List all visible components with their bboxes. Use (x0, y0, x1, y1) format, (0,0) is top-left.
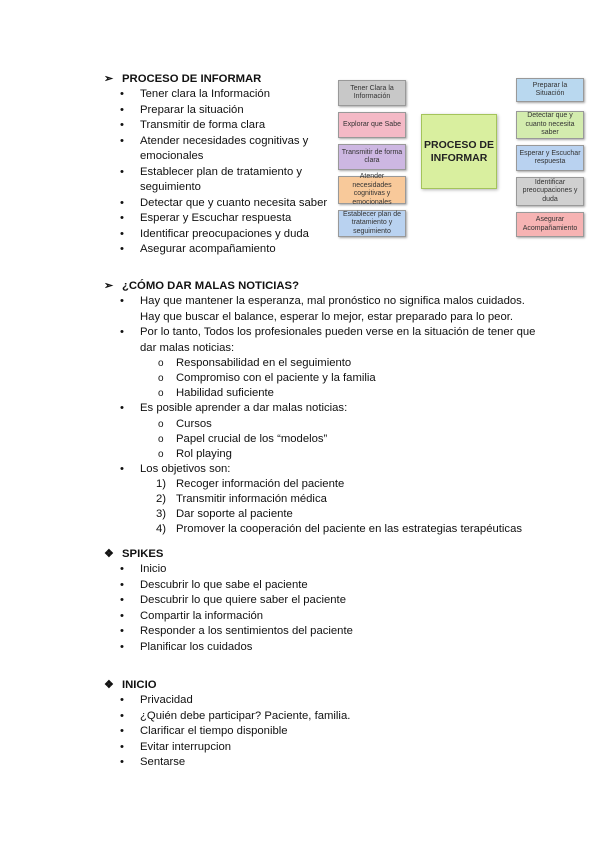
bullet-icon: • (120, 88, 124, 100)
list-item: • Compartir la información (104, 609, 504, 625)
diagram-box-right-5: Asegurar Acompañamiento (516, 212, 584, 237)
list-item: • Esperar y Escuchar respuesta (104, 211, 334, 227)
arrow-bullet-icon: ➢ (104, 280, 114, 292)
list-item: • Responder a los sentimientos del paciente (104, 624, 504, 640)
bullet-icon: • (120, 594, 124, 606)
sub-list-item: o Responsabilidad en el seguimiento (158, 357, 352, 369)
diagram-box-left-2: Explorar que Sabe (338, 112, 406, 138)
list-item: • Clarificar el tiempo disponible (104, 724, 504, 740)
numbered-item: 3) Dar soporte al paciente (156, 508, 293, 520)
diagram-box-left-4: Atender necesidades cognitivas y emocionales (338, 176, 406, 204)
bullet-icon: • (120, 709, 124, 722)
diamond-bullet-icon: ❖ (104, 548, 114, 560)
sub-list-item: o Habilidad suficiente (158, 387, 274, 399)
bullet-icon: • (120, 640, 124, 653)
list-item: • Preparar la situación (104, 103, 334, 119)
bullet-icon: • (120, 756, 124, 768)
section-heading (104, 278, 574, 294)
diagram-box-left-3: Transmitir de forma clara (338, 144, 406, 170)
list-item-continuation: Hay que buscar el balance, esperar lo mejor, estar preparado para lo peor. (140, 310, 514, 323)
list-item-continuation: emocionales (140, 150, 204, 162)
bullet-icon: • (120, 134, 124, 147)
list-item-continuation: seguimiento (140, 181, 201, 193)
bullet-icon: • (120, 165, 124, 178)
bullet-icon: • (120, 694, 124, 706)
numbered-item: 4) Promover la cooperación del paciente en las estrategias terapéuticas (156, 523, 523, 535)
list-item: • Identificar preocupaciones y duda (104, 227, 334, 243)
list-item: • Establecer plan de tratamiento y (104, 165, 334, 181)
diagram-box-right-4: Identificar preocupaciones y duda (516, 177, 584, 206)
bullet-icon: • (120, 725, 124, 737)
list-item: • Es posible aprender a dar malas noticias: (104, 401, 574, 417)
sub-list-item: o Compromiso con el paciente y la familia (158, 372, 376, 384)
list-item: • Los objetivos son: (104, 462, 574, 478)
section-proceso-informar (104, 71, 334, 258)
section-heading (104, 677, 504, 693)
bullet-icon: • (120, 103, 124, 116)
section-heading (104, 71, 334, 87)
circle-bullet-icon: o (158, 418, 164, 430)
section-malas-noticias (104, 278, 574, 537)
section-inicio (104, 677, 504, 771)
list-item: • Detectar que y cuanto necesita saber (104, 196, 334, 212)
list-item: • Atender necesidades cognitivas y (104, 134, 334, 150)
section-spikes (104, 546, 504, 655)
circle-bullet-icon: o (158, 433, 164, 445)
list-item: • Planificar los cuidados (104, 640, 504, 656)
diagram-box-left-1: Tener Clara la Información (338, 80, 406, 106)
bullet-icon: • (120, 243, 124, 255)
heading-text: PROCESO DE INFORMAR (122, 73, 262, 85)
list-item: • ¿Quién debe participar? Paciente, familia. (104, 709, 504, 725)
list-item: • Por lo tanto, Todos los profesionales pueden verse en la situación de tener que (104, 325, 574, 341)
bullet-icon: • (120, 563, 124, 575)
sub-list-item: o Rol playing (158, 447, 232, 460)
list-item: • Transmitir de forma clara (104, 118, 334, 134)
circle-bullet-icon: o (158, 448, 164, 460)
bullet-icon: • (120, 119, 124, 131)
bullet-icon: • (120, 227, 124, 240)
bullet-icon: • (120, 740, 124, 753)
list-item: • Descubrir lo que sabe el paciente (104, 578, 504, 594)
list-item: • Asegurar acompañamiento (104, 242, 334, 258)
bullet-icon: • (120, 402, 124, 414)
list-item: • Inicio (104, 562, 504, 578)
arrow-bullet-icon: ➢ (104, 73, 114, 85)
section-heading (104, 546, 504, 562)
list-item: • Tener clara la Información (104, 87, 334, 103)
bullet-icon: • (120, 578, 124, 591)
diagram-box-right-2: Detectar que y cuanto necesita saber (516, 111, 584, 139)
diagram-box-right-1: Preparar la Situación (516, 78, 584, 102)
heading-text: INICIO (122, 679, 157, 691)
diagram-center-box: PROCESO DE INFORMAR (421, 114, 497, 189)
bullet-icon: • (120, 295, 124, 307)
bullet-icon: • (120, 609, 124, 622)
bullet-icon: • (120, 326, 124, 338)
diagram-box-left-5: Establecer plan de tratamiento y seguimiento (338, 210, 406, 237)
bullet-icon: • (120, 462, 124, 475)
sub-list-item: o Cursos (158, 417, 212, 430)
heading-text: SPIKES (122, 548, 164, 560)
circle-bullet-icon: o (158, 358, 164, 369)
diagram-box-right-3: Esperar y Escuchar respuesta (516, 145, 584, 171)
numbered-item: 1) Recoger información del paciente (156, 478, 345, 490)
bullet-icon: • (120, 625, 124, 637)
list-item: • Evitar interrupcion (104, 740, 504, 756)
list-item-continuation: dar malas noticias: (140, 341, 235, 354)
list-item: • Sentarse (104, 755, 504, 771)
bullet-icon: • (120, 212, 124, 224)
bullet-icon: • (120, 196, 124, 209)
circle-bullet-icon: o (158, 373, 164, 384)
list-item: • Descubrir lo que quiere saber el paciente (104, 593, 504, 609)
circle-bullet-icon: o (158, 388, 164, 399)
diamond-bullet-icon: ❖ (104, 679, 114, 691)
heading-text: ¿CÓMO DAR MALAS NOTICIAS? (122, 280, 299, 292)
numbered-item: 2) Transmitir información médica (156, 493, 327, 505)
sub-list-item: o Papel crucial de los “modelos” (158, 432, 328, 445)
list-item: • Privacidad (104, 693, 504, 709)
list-item: • Hay que mantener la esperanza, mal pronóstico no significa malos cuidados. (104, 294, 574, 310)
